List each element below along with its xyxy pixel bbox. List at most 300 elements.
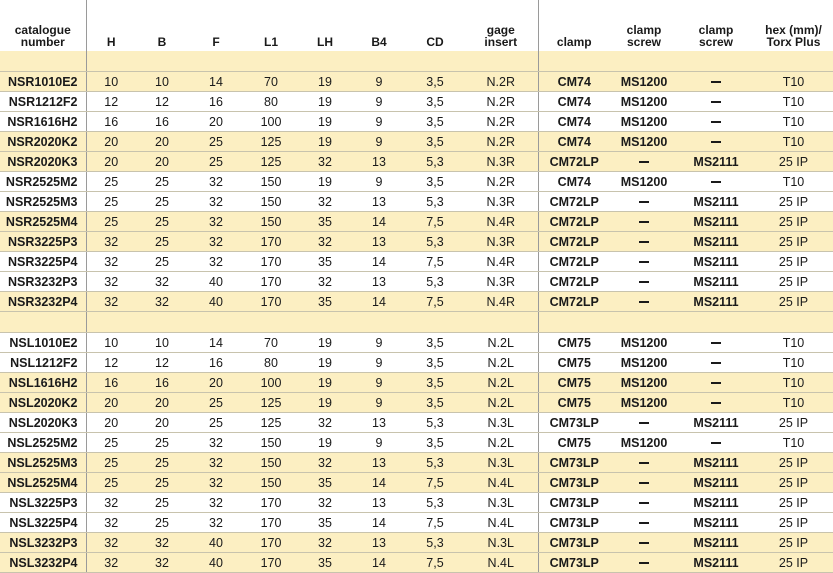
table-row — [0, 72, 833, 92]
cell-catalogue-number: NSL3232P4 — [0, 553, 86, 573]
cell-l1: 150 — [244, 172, 298, 192]
cell-h: 10 — [86, 72, 136, 92]
column-header-line: hex (mm)/ — [765, 23, 822, 37]
cell-b: 20 — [136, 393, 188, 413]
spacer-cell — [538, 51, 610, 72]
cell-f: 32 — [188, 513, 244, 533]
cell-h: 20 — [86, 393, 136, 413]
cell-b: 25 — [136, 513, 188, 533]
dash-icon — [711, 442, 721, 444]
cell-clamp: CM74 — [538, 132, 610, 152]
cell-gage-insert: N.2L — [464, 353, 538, 373]
cell-clamp: CM73LP — [538, 553, 610, 573]
cell-clamp-screw-1 — [610, 453, 678, 473]
cell-clamp-screw-2 — [678, 132, 754, 152]
cell-h: 25 — [86, 433, 136, 453]
cell-clamp: CM73LP — [538, 493, 610, 513]
table-header — [0, 0, 833, 51]
cell-gage-insert: N.3R — [464, 232, 538, 252]
cell-clamp-screw-2 — [678, 72, 754, 92]
dash-icon — [639, 482, 649, 484]
table-row — [0, 212, 833, 232]
cell-gage-insert: N.2R — [464, 132, 538, 152]
cell-h: 20 — [86, 152, 136, 172]
cell-b4: 9 — [352, 333, 406, 353]
column-header-line: clamp — [698, 23, 734, 37]
column-header-l1 — [244, 0, 298, 51]
cell-f: 25 — [188, 132, 244, 152]
cell-cd: 3,5 — [406, 132, 464, 152]
cell-b4: 14 — [352, 553, 406, 573]
cell-clamp-screw-2: MS2111 — [678, 553, 754, 573]
cell-lh: 19 — [298, 433, 352, 453]
cell-b4: 14 — [352, 212, 406, 232]
spacer-cell — [610, 312, 678, 333]
cell-hex-torx-plus: 25 IP — [754, 493, 833, 513]
cell-cd: 7,5 — [406, 252, 464, 272]
dash-icon — [711, 382, 721, 384]
cell-gage-insert: N.4L — [464, 553, 538, 573]
spacer-cell — [188, 51, 244, 72]
cell-hex-torx-plus: 25 IP — [754, 212, 833, 232]
cell-b4: 13 — [352, 533, 406, 553]
cell-clamp-screw-2: MS2111 — [678, 413, 754, 433]
cell-clamp: CM75 — [538, 353, 610, 373]
cell-f: 16 — [188, 92, 244, 112]
cell-b4: 9 — [352, 393, 406, 413]
cell-b4: 14 — [352, 252, 406, 272]
cell-lh: 32 — [298, 493, 352, 513]
dash-icon — [639, 161, 649, 163]
cell-clamp-screw-1: MS1200 — [610, 353, 678, 373]
cell-cd: 3,5 — [406, 72, 464, 92]
cell-clamp-screw-2: MS2111 — [678, 232, 754, 252]
cell-clamp: CM74 — [538, 92, 610, 112]
cell-gage-insert: N.2L — [464, 393, 538, 413]
cell-clamp-screw-1: MS1200 — [610, 373, 678, 393]
table-row — [0, 333, 833, 353]
cell-l1: 170 — [244, 493, 298, 513]
cell-lh: 19 — [298, 92, 352, 112]
column-header-line: CD — [426, 35, 444, 49]
table-row — [0, 172, 833, 192]
table-row — [0, 373, 833, 393]
cell-clamp: CM73LP — [538, 453, 610, 473]
cell-catalogue-number: NSR3225P3 — [0, 232, 86, 252]
cell-cd: 5,3 — [406, 533, 464, 553]
cell-clamp: CM72LP — [538, 192, 610, 212]
cell-b4: 9 — [352, 112, 406, 132]
cell-catalogue-number: NSL2020K3 — [0, 413, 86, 433]
dash-icon — [639, 542, 649, 544]
cell-h: 25 — [86, 192, 136, 212]
dash-icon — [711, 402, 721, 404]
cell-f: 32 — [188, 473, 244, 493]
cell-b: 10 — [136, 72, 188, 92]
cell-gage-insert: N.3L — [464, 533, 538, 553]
cell-lh: 32 — [298, 272, 352, 292]
column-header-lh — [298, 0, 352, 51]
cell-clamp-screw-2 — [678, 373, 754, 393]
cell-l1: 70 — [244, 333, 298, 353]
cell-clamp: CM75 — [538, 393, 610, 413]
cell-l1: 70 — [244, 72, 298, 92]
cell-h: 10 — [86, 333, 136, 353]
cell-lh: 32 — [298, 453, 352, 473]
spacer-cell — [754, 51, 833, 72]
cell-lh: 35 — [298, 292, 352, 312]
cell-b4: 9 — [352, 172, 406, 192]
cell-gage-insert: N.3L — [464, 493, 538, 513]
cell-l1: 125 — [244, 132, 298, 152]
table-row — [0, 553, 833, 573]
dash-icon — [639, 261, 649, 263]
cell-f: 25 — [188, 152, 244, 172]
cell-clamp-screw-1 — [610, 272, 678, 292]
dash-icon — [639, 522, 649, 524]
cell-b: 32 — [136, 553, 188, 573]
cell-l1: 125 — [244, 413, 298, 433]
cell-b4: 9 — [352, 92, 406, 112]
cell-catalogue-number: NSR2525M4 — [0, 212, 86, 232]
dash-icon — [639, 221, 649, 223]
cell-lh: 19 — [298, 172, 352, 192]
column-header-line: F — [212, 35, 220, 49]
cell-b: 32 — [136, 272, 188, 292]
column-header-line: B4 — [371, 35, 387, 49]
spacer-cell — [0, 312, 86, 333]
cell-f: 40 — [188, 292, 244, 312]
column-header-b4 — [352, 0, 406, 51]
cell-h: 16 — [86, 112, 136, 132]
cell-clamp: CM73LP — [538, 533, 610, 553]
cell-catalogue-number: NSR3232P3 — [0, 272, 86, 292]
cell-clamp-screw-2 — [678, 433, 754, 453]
cell-cd: 3,5 — [406, 353, 464, 373]
cell-clamp: CM72LP — [538, 292, 610, 312]
cell-clamp: CM73LP — [538, 513, 610, 533]
cell-catalogue-number: NSL1616H2 — [0, 373, 86, 393]
dash-icon — [639, 562, 649, 564]
cell-b4: 9 — [352, 373, 406, 393]
cell-clamp-screw-1: MS1200 — [610, 172, 678, 192]
cell-b: 20 — [136, 413, 188, 433]
cell-b4: 14 — [352, 292, 406, 312]
cell-lh: 19 — [298, 132, 352, 152]
cell-hex-torx-plus: T10 — [754, 433, 833, 453]
dash-icon — [711, 81, 721, 83]
cell-gage-insert: N.2R — [464, 172, 538, 192]
cell-gage-insert: N.3L — [464, 453, 538, 473]
column-header-catalogue-number — [0, 0, 86, 51]
column-header-line: Torx Plus — [766, 35, 821, 49]
dash-icon — [639, 462, 649, 464]
cell-catalogue-number: NSR2525M2 — [0, 172, 86, 192]
cell-catalogue-number: NSL1212F2 — [0, 353, 86, 373]
cell-lh: 35 — [298, 252, 352, 272]
cell-hex-torx-plus: T10 — [754, 353, 833, 373]
spacer-cell — [406, 51, 464, 72]
cell-clamp-screw-1 — [610, 493, 678, 513]
cell-h: 25 — [86, 172, 136, 192]
cell-b4: 9 — [352, 353, 406, 373]
dash-icon — [711, 362, 721, 364]
cell-clamp: CM72LP — [538, 212, 610, 232]
cell-clamp-screw-1 — [610, 533, 678, 553]
spacer-cell — [298, 312, 352, 333]
cell-cd: 5,3 — [406, 272, 464, 292]
cell-clamp-screw-2: MS2111 — [678, 212, 754, 232]
cell-cd: 5,3 — [406, 493, 464, 513]
table-row — [0, 152, 833, 172]
cell-clamp-screw-1 — [610, 473, 678, 493]
cell-l1: 170 — [244, 272, 298, 292]
cell-l1: 80 — [244, 92, 298, 112]
cell-l1: 170 — [244, 232, 298, 252]
cell-b: 25 — [136, 493, 188, 513]
dash-icon — [711, 342, 721, 344]
table-row — [0, 112, 833, 132]
cell-gage-insert: N.4L — [464, 473, 538, 493]
cell-f: 20 — [188, 112, 244, 132]
cell-cd: 7,5 — [406, 292, 464, 312]
cell-hex-torx-plus: 25 IP — [754, 553, 833, 573]
cell-f: 32 — [188, 252, 244, 272]
cell-gage-insert: N.3R — [464, 272, 538, 292]
cell-clamp-screw-1 — [610, 513, 678, 533]
cell-f: 32 — [188, 172, 244, 192]
cell-f: 32 — [188, 433, 244, 453]
cell-catalogue-number: NSR1616H2 — [0, 112, 86, 132]
cell-b: 12 — [136, 92, 188, 112]
cell-clamp: CM72LP — [538, 232, 610, 252]
cell-b4: 13 — [352, 453, 406, 473]
cell-hex-torx-plus: 25 IP — [754, 252, 833, 272]
cell-lh: 32 — [298, 533, 352, 553]
cell-b4: 9 — [352, 72, 406, 92]
column-header-clamp-screw-1 — [610, 0, 678, 51]
cell-hex-torx-plus: T10 — [754, 92, 833, 112]
cell-hex-torx-plus: 25 IP — [754, 453, 833, 473]
cell-clamp-screw-1 — [610, 292, 678, 312]
cell-clamp-screw-1: MS1200 — [610, 72, 678, 92]
cell-cd: 7,5 — [406, 473, 464, 493]
cell-catalogue-number: NSL3225P4 — [0, 513, 86, 533]
table-body — [0, 51, 833, 573]
cell-lh: 32 — [298, 413, 352, 433]
spacer-cell — [86, 312, 136, 333]
spacer-cell — [136, 312, 188, 333]
cell-gage-insert: N.2L — [464, 373, 538, 393]
cell-l1: 170 — [244, 533, 298, 553]
dash-icon — [639, 281, 649, 283]
cell-f: 40 — [188, 553, 244, 573]
cell-b: 20 — [136, 152, 188, 172]
cell-clamp-screw-2 — [678, 333, 754, 353]
cell-lh: 19 — [298, 373, 352, 393]
table-row — [0, 453, 833, 473]
cell-h: 32 — [86, 272, 136, 292]
dash-icon — [639, 201, 649, 203]
cell-gage-insert: N.2L — [464, 433, 538, 453]
cell-h: 25 — [86, 473, 136, 493]
cell-cd: 5,3 — [406, 192, 464, 212]
cell-clamp: CM75 — [538, 373, 610, 393]
cell-clamp: CM74 — [538, 112, 610, 132]
cell-clamp-screw-2: MS2111 — [678, 252, 754, 272]
cell-clamp-screw-2 — [678, 393, 754, 413]
cell-b4: 13 — [352, 152, 406, 172]
cell-cd: 5,3 — [406, 152, 464, 172]
cell-b: 20 — [136, 132, 188, 152]
cell-h: 20 — [86, 132, 136, 152]
cell-clamp: CM74 — [538, 72, 610, 92]
column-header-line: clamp — [626, 23, 662, 37]
cell-b: 25 — [136, 433, 188, 453]
spacer-cell — [244, 312, 298, 333]
table-row — [0, 252, 833, 272]
cell-clamp: CM74 — [538, 172, 610, 192]
cell-f: 32 — [188, 232, 244, 252]
cell-hex-torx-plus: 25 IP — [754, 473, 833, 493]
cell-f: 14 — [188, 72, 244, 92]
column-header-line: B — [157, 35, 167, 49]
column-header-line: clamp — [556, 35, 592, 49]
cell-catalogue-number: NSL3232P3 — [0, 533, 86, 553]
column-header-line: number — [20, 35, 65, 49]
cell-h: 25 — [86, 212, 136, 232]
spacer-cell — [754, 312, 833, 333]
column-header-cd — [406, 0, 464, 51]
table-row — [0, 353, 833, 373]
cell-f: 25 — [188, 393, 244, 413]
cell-l1: 100 — [244, 373, 298, 393]
cell-l1: 125 — [244, 393, 298, 413]
spacer-cell — [406, 312, 464, 333]
table-row — [0, 393, 833, 413]
cell-hex-torx-plus: 25 IP — [754, 192, 833, 212]
cell-b: 25 — [136, 453, 188, 473]
cell-f: 32 — [188, 493, 244, 513]
cell-lh: 32 — [298, 232, 352, 252]
cell-lh: 35 — [298, 553, 352, 573]
cell-clamp-screw-1 — [610, 152, 678, 172]
spacer-cell — [464, 51, 538, 72]
dash-icon — [711, 141, 721, 143]
table-row — [0, 473, 833, 493]
table-row — [0, 292, 833, 312]
cell-clamp-screw-1: MS1200 — [610, 333, 678, 353]
cell-hex-torx-plus: T10 — [754, 393, 833, 413]
column-header-b — [136, 0, 188, 51]
cell-h: 32 — [86, 292, 136, 312]
cell-f: 32 — [188, 453, 244, 473]
cell-clamp-screw-2 — [678, 353, 754, 373]
spacer-cell — [352, 312, 406, 333]
dash-icon — [711, 181, 721, 183]
cell-clamp-screw-1: MS1200 — [610, 433, 678, 453]
section-spacer-row — [0, 51, 833, 72]
cell-cd: 7,5 — [406, 553, 464, 573]
cell-cd: 3,5 — [406, 393, 464, 413]
column-header-f — [188, 0, 244, 51]
cell-l1: 150 — [244, 192, 298, 212]
cell-b: 25 — [136, 252, 188, 272]
cell-f: 20 — [188, 373, 244, 393]
cell-cd: 3,5 — [406, 112, 464, 132]
dash-icon — [711, 121, 721, 123]
spacer-cell — [86, 51, 136, 72]
cell-b: 10 — [136, 333, 188, 353]
cell-l1: 150 — [244, 433, 298, 453]
cell-catalogue-number: NSL2020K2 — [0, 393, 86, 413]
cell-hex-torx-plus: 25 IP — [754, 413, 833, 433]
cell-lh: 19 — [298, 112, 352, 132]
table-row — [0, 132, 833, 152]
section-spacer-row — [0, 312, 833, 333]
cell-f: 40 — [188, 533, 244, 553]
spacer-cell — [188, 312, 244, 333]
cell-cd: 5,3 — [406, 413, 464, 433]
spacer-cell — [678, 312, 754, 333]
cell-l1: 170 — [244, 292, 298, 312]
cell-gage-insert: N.4L — [464, 513, 538, 533]
cell-hex-torx-plus: 25 IP — [754, 292, 833, 312]
spacer-cell — [136, 51, 188, 72]
cell-l1: 170 — [244, 252, 298, 272]
cell-h: 32 — [86, 493, 136, 513]
cell-hex-torx-plus: T10 — [754, 172, 833, 192]
cell-cd: 3,5 — [406, 92, 464, 112]
cell-catalogue-number: NSR2020K2 — [0, 132, 86, 152]
cell-hex-torx-plus: 25 IP — [754, 533, 833, 553]
cell-clamp-screw-1 — [610, 212, 678, 232]
cell-clamp-screw-2 — [678, 172, 754, 192]
cell-catalogue-number: NSL3225P3 — [0, 493, 86, 513]
table-row — [0, 272, 833, 292]
cell-h: 32 — [86, 533, 136, 553]
cell-l1: 170 — [244, 513, 298, 533]
column-header-line: screw — [626, 35, 662, 49]
cell-lh: 32 — [298, 152, 352, 172]
cell-gage-insert: N.4R — [464, 292, 538, 312]
cell-hex-torx-plus: 25 IP — [754, 232, 833, 252]
spacer-cell — [298, 51, 352, 72]
cell-gage-insert: N.2R — [464, 112, 538, 132]
cell-clamp-screw-2: MS2111 — [678, 272, 754, 292]
cell-b: 32 — [136, 533, 188, 553]
cell-f: 32 — [188, 192, 244, 212]
dash-icon — [639, 422, 649, 424]
cell-l1: 80 — [244, 353, 298, 373]
dash-icon — [639, 241, 649, 243]
column-header-line: LH — [317, 35, 333, 49]
cell-cd: 7,5 — [406, 212, 464, 232]
cell-cd: 7,5 — [406, 513, 464, 533]
cell-lh: 35 — [298, 212, 352, 232]
cell-lh: 35 — [298, 513, 352, 533]
cell-b4: 9 — [352, 433, 406, 453]
cell-clamp-screw-1 — [610, 232, 678, 252]
cell-clamp-screw-1: MS1200 — [610, 92, 678, 112]
cell-clamp-screw-2: MS2111 — [678, 152, 754, 172]
cell-hex-torx-plus: 25 IP — [754, 513, 833, 533]
cell-b: 25 — [136, 212, 188, 232]
column-header-line: gage — [486, 23, 515, 37]
column-header-gage-insert — [464, 0, 538, 51]
cell-hex-torx-plus: T10 — [754, 132, 833, 152]
table-row — [0, 493, 833, 513]
